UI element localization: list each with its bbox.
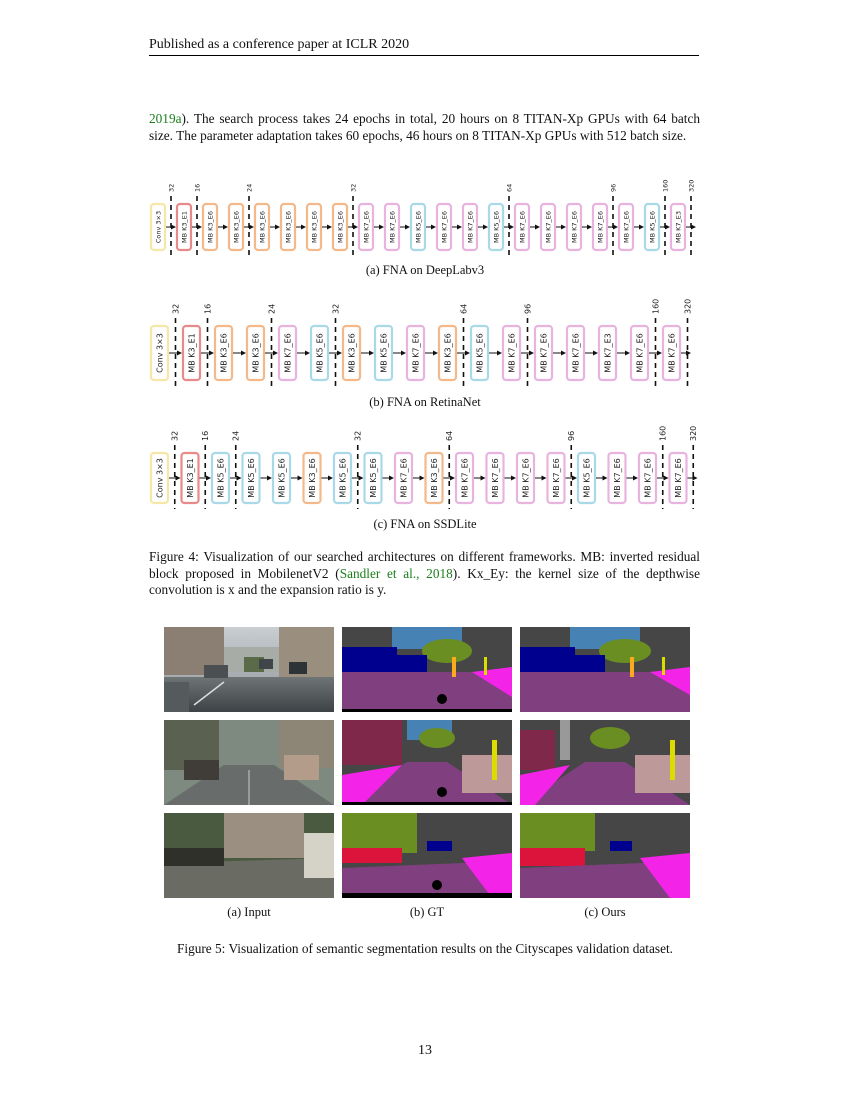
arch-arrow-head — [176, 476, 181, 481]
arch-arrow-head — [657, 351, 662, 356]
arch-block-label: MB K7_E6 — [544, 210, 553, 244]
column-label-ours: (c) Ours — [584, 905, 626, 919]
arch-block-label: MB K5_E6 — [216, 458, 226, 498]
arch-block-label: Conv 3×3 — [154, 210, 163, 244]
arch-block-label: MB K3_E1 — [180, 210, 189, 244]
arch-block-label: MB K7_E6 — [521, 458, 531, 498]
arch-arrow-head — [561, 351, 566, 356]
arch-arrow-head — [327, 225, 332, 230]
arch-block-label: MB K5_E6 — [379, 333, 389, 373]
arch-block-label: MB K5_E6 — [246, 458, 256, 498]
arch-block-label: MB K3_E6 — [219, 333, 229, 373]
arch-block-label: MB K7_E6 — [570, 210, 579, 244]
arch-block-label: Conv 3×3 — [155, 458, 165, 498]
arch-arrow-head — [389, 476, 394, 481]
arch-arrow-head — [542, 476, 547, 481]
arch-arrow-head — [433, 351, 438, 356]
stage-channel-label: 16 — [193, 183, 202, 192]
arch-arrow-head — [405, 225, 410, 230]
stage-channel-label: 96 — [567, 430, 577, 441]
arch-arrow-head — [481, 476, 486, 481]
arch-block-label: MB K7_E6 — [571, 333, 581, 373]
arch-block-label: MB K7_E6 — [283, 333, 293, 373]
stage-channel-label: 160 — [661, 179, 670, 192]
arch-arrow-head — [337, 351, 342, 356]
arch-block-label: MB K7_E6 — [411, 333, 421, 373]
arch-block-label: MB K7_E6 — [362, 210, 371, 244]
arch-arrow-head — [561, 225, 566, 230]
arch-arrow-head — [369, 351, 374, 356]
pred-map-2 — [520, 720, 690, 805]
stage-channel-label: 24 — [245, 183, 254, 192]
arch-arrow-head — [511, 476, 516, 481]
arch-block-label: MB K7_E6 — [622, 210, 631, 244]
input-photo-2 — [164, 720, 334, 805]
arch-block-label: MB K3_E1 — [187, 333, 197, 373]
pred-map-1 — [520, 627, 690, 712]
arch-arrow-head — [359, 476, 364, 481]
gt-map-2 — [342, 720, 512, 805]
arch-arrow-head — [177, 351, 182, 356]
stage-channel-label: 16 — [201, 430, 211, 441]
arch-arrow-head — [301, 225, 306, 230]
arch-block-label: MB K7_E6 — [490, 458, 500, 498]
arch-block-label: MB K7_E6 — [667, 333, 677, 373]
arch-block-label: MB K7_E6 — [440, 210, 449, 244]
arch-svg-retinanet — [149, 284, 701, 394]
arch-block-label: Conv 3×3 — [155, 333, 165, 373]
arch-block-label: MB K5_E6 — [414, 210, 423, 244]
arch-block-label: MB K3_E6 — [429, 458, 439, 498]
arch-block-label: MB K3_E6 — [284, 210, 293, 244]
gt-map-1 — [342, 627, 512, 712]
arch-arrow-head — [328, 476, 333, 481]
stage-channel-label: 96 — [523, 303, 533, 314]
arch-arrow-head — [401, 351, 406, 356]
arch-arrow-head — [275, 225, 280, 230]
arch-arrow-head — [420, 476, 425, 481]
arch-arrow-head — [450, 476, 455, 481]
arch-block-label: MB K5_E6 — [475, 333, 485, 373]
arch-block-label: MB K3_E6 — [443, 333, 453, 373]
arch-svg-deeplab — [149, 172, 701, 264]
arch-block-label: MB K7_E6 — [643, 458, 653, 498]
arch-arrow-head — [209, 351, 214, 356]
arch-block-label: MB K7_E6 — [388, 210, 397, 244]
gt-map-3 — [342, 813, 512, 898]
arch-arrow-head — [305, 351, 310, 356]
stage-channel-label: 160 — [651, 298, 661, 314]
citation-link[interactable]: 2019a — [149, 111, 182, 126]
column-label-input: (a) Input — [227, 905, 271, 919]
arch-block-label: MB K5_E6 — [648, 210, 657, 244]
stage-channel-label: 24 — [231, 430, 241, 441]
figure4-caption — [149, 549, 700, 599]
stage-channel-label: 320 — [683, 298, 693, 314]
arch-arrow-head — [267, 476, 272, 481]
arch-arrow-head — [572, 476, 577, 481]
figure5-caption: Figure 5: Visualization of semantic segmentation results on the Cityscapes validation dataset. — [176, 941, 673, 956]
arch-arrow-head — [587, 225, 592, 230]
arch-block-label: MB K5_E6 — [368, 458, 378, 498]
stage-channel-label: 160 — [658, 425, 668, 441]
subcaption-retinanet: (b) FNA on RetinaNet — [369, 395, 481, 409]
arch-block-label: MB K5_E6 — [582, 458, 592, 498]
arch-block-label: MB K3_E6 — [336, 210, 345, 244]
paragraph-text: ). The search process takes 24 epochs in total, 20 hours on 8 TITAN-Xp GPUs with 64 batch size. The parameter adaptation takes 60 epochs, 46 hours on 8 TITAN-Xp GPUs with 512 batch size. — [149, 111, 700, 143]
arch-arrow-head — [633, 476, 638, 481]
header-rule — [149, 55, 699, 56]
arch-diagram-retinanet — [149, 284, 701, 394]
arch-arrow-head — [483, 225, 488, 230]
stage-channel-label: 32 — [349, 183, 358, 192]
stage-channel-label: 64 — [445, 430, 455, 441]
stage-channel-label: 32 — [170, 430, 180, 441]
arch-block-label: MB K7_E6 — [518, 210, 527, 244]
subcaption-deeplab: (a) FNA on DeepLabv3 — [365, 263, 485, 277]
arch-block-label: MB K3_E6 — [206, 210, 215, 244]
arch-svg-ssdlite — [149, 418, 701, 516]
arch-block-label: MB K7_E6 — [460, 458, 470, 498]
arch-block-label: MB K3_E1 — [185, 458, 195, 498]
arch-block-label: MB K7_E6 — [673, 458, 683, 498]
subcaption-ssdlite: (c) FNA on SSDLite — [373, 517, 477, 531]
arch-arrow-head — [457, 225, 462, 230]
arch-arrow-head — [664, 476, 669, 481]
arch-diagram-deeplab — [149, 172, 701, 264]
arch-block-label: MB K3_E6 — [251, 333, 261, 373]
arch-arrow-head — [465, 351, 470, 356]
arch-arrow-head — [237, 476, 242, 481]
input-photo-3 — [164, 813, 334, 898]
pred-map-3 — [520, 813, 690, 898]
arch-arrow-head — [535, 225, 540, 230]
input-photo-1 — [164, 627, 334, 712]
stage-channel-label: 320 — [687, 179, 696, 192]
arch-arrow-head — [639, 225, 644, 230]
arch-arrow-head — [431, 225, 436, 230]
caption-text: ). Kx_Ey: the kernel size of the depthwise convolution is x and the expansion ratio is y. — [149, 565, 701, 597]
citation-link[interactable]: Sandler et al., 2018 — [339, 565, 453, 581]
arch-arrow-head — [593, 351, 598, 356]
stage-channel-label: 32 — [331, 303, 341, 314]
arch-block-label: MB K5_E6 — [277, 458, 287, 498]
column-label-gt: (b) GT — [409, 905, 445, 919]
arch-block-label: MB K3_E6 — [347, 333, 357, 373]
arch-arrow-head — [625, 351, 630, 356]
arch-block-label: MB K7_E6 — [507, 333, 517, 373]
stage-channel-label: 32 — [167, 183, 176, 192]
arch-block-label: MB K7_E6 — [612, 458, 622, 498]
arch-block-label: MB K7_E3 — [603, 333, 613, 373]
page-number: 13 — [418, 1043, 432, 1058]
stage-channel-label: 96 — [609, 183, 618, 192]
arch-diagram-ssdlite — [149, 418, 701, 516]
arch-arrow-head — [273, 351, 278, 356]
stage-channel-label: 16 — [203, 303, 213, 314]
arch-block-label: MB K7_E6 — [596, 210, 605, 244]
arch-arrow-head — [603, 476, 608, 481]
arch-arrow-head — [206, 476, 211, 481]
arch-block-label: MB K5_E6 — [315, 333, 325, 373]
arch-block-label: MB K3_E6 — [310, 210, 319, 244]
arch-block-label: MB K7_E6 — [399, 458, 409, 498]
arch-block-label: MB K7_E3 — [674, 210, 683, 244]
arch-block-label: MB K3_E6 — [307, 458, 317, 498]
segmentation-grid — [164, 627, 691, 899]
arch-block-label: MB K7_E6 — [466, 210, 475, 244]
arch-arrow-head — [379, 225, 384, 230]
stage-channel-label: 64 — [459, 303, 469, 314]
body-paragraph — [149, 110, 700, 144]
arch-block-label: MB K3_E6 — [232, 210, 241, 244]
running-header: Published as a conference paper at ICLR 2020 — [149, 37, 410, 52]
arch-arrow-head — [298, 476, 303, 481]
arch-block-label: MB K5_E6 — [338, 458, 348, 498]
stage-channel-label: 32 — [171, 303, 181, 314]
arch-arrow-head — [529, 351, 534, 356]
arch-block-label: MB K3_E6 — [258, 210, 267, 244]
caption-text: Figure 4: Visualization of our searched architectures on different frameworks. MB: inverted residual block proposed in MobilenetV2 ( — [149, 549, 700, 581]
arch-block-label: MB K5_E6 — [492, 210, 501, 244]
stage-channel-label: 320 — [689, 425, 699, 441]
arch-arrow-head — [223, 225, 228, 230]
arch-block-label: MB K7_E6 — [539, 333, 549, 373]
arch-block-label: MB K7_E6 — [635, 333, 645, 373]
arch-arrow-head — [497, 351, 502, 356]
stage-channel-label: 24 — [267, 303, 277, 314]
stage-channel-label: 64 — [505, 183, 514, 192]
arch-arrow-head — [241, 351, 246, 356]
arch-block-label: MB K7_E6 — [551, 458, 561, 498]
stage-channel-label: 32 — [353, 430, 363, 441]
